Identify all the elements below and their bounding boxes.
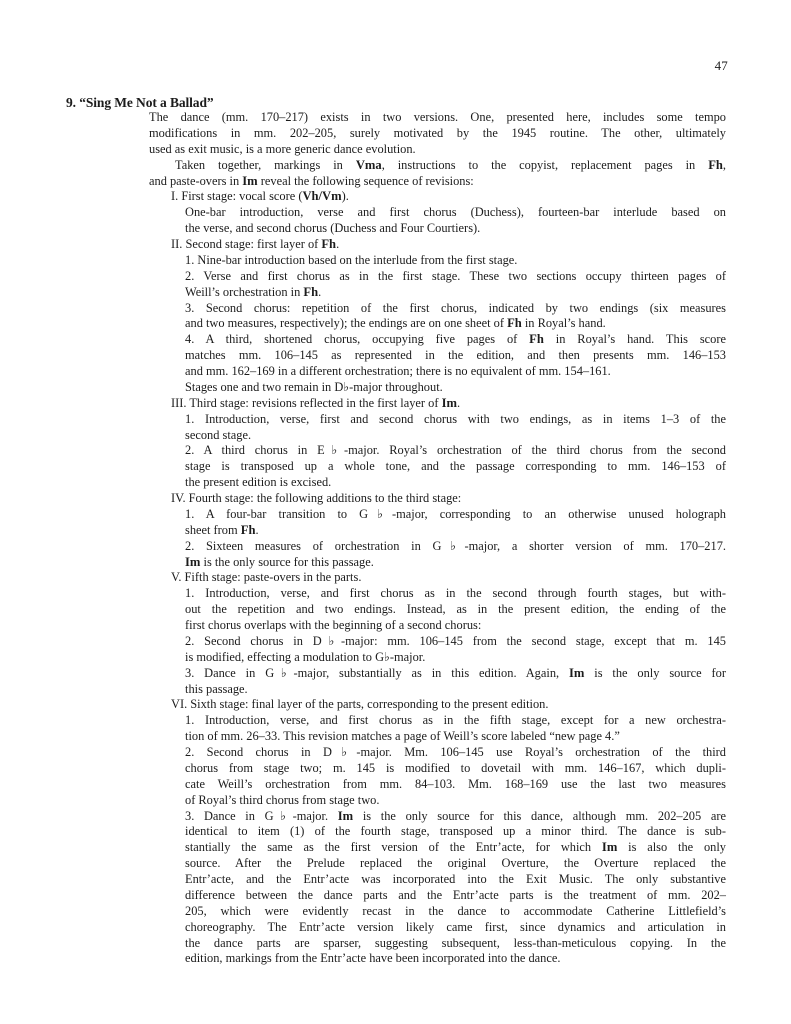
text-line: 2. A third chorus in E♭-major. Royal’s orchestration of the third chorus from the second bbox=[185, 443, 726, 458]
text-line: tion of mm. 26–33. This revision matches a page of Weill’s score labeled “new page 4.” bbox=[185, 729, 620, 744]
text-line: first chorus overlaps with the beginning of a second chorus: bbox=[185, 618, 482, 632]
text-line: is modified, effecting a modulation to G♭-major. bbox=[185, 649, 426, 664]
text-line: Weill’s orchestration in Fh. bbox=[185, 284, 322, 299]
source-siglum: Fh bbox=[240, 522, 256, 537]
text-line: chorus from stage two; m. 145 is modified to dovetail with mm. 146–167, which dupli- bbox=[185, 760, 726, 775]
text-line: 2. Second chorus in D♭-major: mm. 106–145 from the second stage, except that m. 145 bbox=[185, 633, 726, 648]
text-line: difference between the dance parts and the Entr’acte parts is the treatment of mm. 202– bbox=[185, 887, 726, 902]
text-line: sheet from Fh. bbox=[185, 522, 259, 537]
text-line: One-bar introduction, verse and first chorus (Duchess), fourteen-bar interlude based on bbox=[185, 205, 726, 220]
text-line: 1. Introduction, verse, first and second chorus with two endings, as in items 1–3 of the bbox=[185, 411, 726, 426]
text-line: VI. Sixth stage: final layer of the parts, corresponding to the present edition. bbox=[171, 697, 549, 712]
text-line: 1. Nine-bar introduction based on the interlude from the first stage. bbox=[185, 252, 518, 267]
source-siglum: Im bbox=[441, 395, 457, 410]
text-line: source. After the Prelude replaced the original Overture, the Overture replaced the bbox=[185, 856, 726, 871]
text-line: matches mm. 106–145 as represented in the edition, and then presents mm. 146–153 bbox=[185, 348, 726, 363]
text-line: and mm. 162–169 in a different orchestration; there is no equivalent of mm. 154–161. bbox=[185, 364, 611, 378]
section-heading: 9. “Sing Me Not a Ballad” bbox=[66, 95, 214, 110]
text-line: 1. A four-bar transition to G♭-major, corresponding to an otherwise unused holograph bbox=[185, 506, 726, 521]
text-line: V. Fifth stage: paste-overs in the parts. bbox=[171, 570, 362, 585]
text-line: used as exit music, is a more generic dance evolution. bbox=[149, 141, 416, 156]
text-line: stantially the same as the first version of the Entr’acte, for which Im is also the only bbox=[185, 840, 727, 855]
text-line: the verse, and second chorus (Duchess and Four Courtiers). bbox=[185, 221, 481, 236]
text-line: and two measures, respectively); the endings are on one sheet of Fh in Royal’s hand. bbox=[185, 316, 606, 331]
text-line: Stages one and two remain in D♭-major throughout. bbox=[185, 379, 443, 394]
text-line: 4. A third, shortened chorus, occupying five pages of Fh in Royal’s hand. This score bbox=[185, 332, 726, 347]
text-line: 1. Introduction, verse, and first chorus as in the fifth stage, except for a new orchestra- bbox=[185, 713, 726, 728]
text-line: modifications in mm. 202–205, surely motivated by the 1945 routine. The other, ultimately bbox=[149, 125, 726, 140]
text-line: 2. Sixteen measures of orchestration in G♭-major, a shorter version of mm. 170–217. bbox=[185, 538, 726, 553]
body-text bbox=[149, 110, 726, 967]
text-line: edition, markings from the Entr’acte have been incorporated into the dance. bbox=[185, 951, 561, 966]
text-line: stage is transposed up a whole tone, and the passage corresponding to mm. 146–153 of bbox=[185, 459, 726, 474]
text-line: the dance parts are sparser, suggesting subsequent, less-than-meticulous copying. In the bbox=[185, 935, 726, 950]
text-line: 2. Second chorus in D♭-major. Mm. 106–145 use Royal’s orchestration of the third bbox=[185, 745, 726, 759]
source-siglum: Fh bbox=[321, 237, 337, 251]
text-line: 1. Introduction, verse, and first chorus as in the second through fourth stages, but with- bbox=[185, 586, 726, 601]
text-line: 2. Verse and first chorus as in the first stage. These two sections occupy thirteen pages of bbox=[185, 268, 726, 283]
source-siglum: Im bbox=[568, 665, 585, 680]
text-line: the present edition is excised. bbox=[185, 475, 332, 490]
source-siglum: Im bbox=[242, 173, 258, 188]
source-siglum: Fh bbox=[708, 157, 723, 172]
text-line: Im is the only source for this passage. bbox=[185, 554, 374, 569]
text-line: identical to item (1) of the fourth stage, transposed up a minor third. The dance is sub- bbox=[185, 824, 726, 839]
source-siglum: Im bbox=[337, 808, 354, 823]
text-line: and paste-overs in Im reveal the following sequence of revisions: bbox=[149, 173, 474, 188]
page-number: 47 bbox=[714, 58, 728, 73]
text-line: The dance (mm. 170–217) exists in two versions. One, presented here, includes some tempo bbox=[149, 110, 726, 124]
text-line: II. Second stage: first layer of Fh. bbox=[171, 237, 340, 251]
text-line: choreography. The Entr’acte version likely came first, since dynamics and articulation in bbox=[185, 919, 726, 934]
source-siglum: Fh bbox=[529, 332, 544, 347]
text-line: I. First stage: vocal score (Vh/Vm). bbox=[171, 189, 349, 204]
text-line: this passage. bbox=[185, 681, 248, 696]
text-line: 3. Dance in G♭-major, substantially as in this edition. Again, Im is the only source for bbox=[185, 665, 726, 680]
text-line: Entr’acte, and the Entr’acte was incorporated into the Exit Music. The only substantive bbox=[185, 872, 726, 886]
text-line: 3. Second chorus: repetition of the first chorus, indicated by two endings (six measures bbox=[185, 300, 726, 315]
source-siglum: Fh bbox=[507, 316, 522, 331]
text-line: of Royal’s third chorus from stage two. bbox=[185, 792, 380, 807]
source-siglum: Fh bbox=[303, 284, 319, 299]
text-line: out the repetition and two endings. Instead, as in the present edition, the ending of the bbox=[185, 602, 726, 617]
text-line: III. Third stage: revisions reflected in the first layer of Im. bbox=[171, 395, 461, 410]
text-line: Taken together, markings in Vma, instructions to the copyist, replacement pages in Fh, bbox=[175, 157, 726, 172]
source-siglum: Vma bbox=[355, 157, 382, 172]
source-siglum: Im bbox=[185, 554, 201, 569]
text-line: 205, which were evidently recast in the dance to accommodate Catherine Littlefield’s bbox=[185, 903, 726, 918]
text-line: second stage. bbox=[185, 427, 252, 442]
text-line: cate Weill’s orchestration from mm. 84–103. Mm. 168–169 use the last two measures bbox=[185, 776, 726, 791]
text-line: IV. Fourth stage: the following additions to the third stage: bbox=[171, 491, 462, 505]
text-line: 3. Dance in G♭-major. Im is the only source for this dance, although mm. 202–205 are bbox=[185, 808, 727, 823]
source-siglum: Im bbox=[601, 840, 618, 855]
source-siglum: Vh/Vm bbox=[302, 189, 342, 204]
